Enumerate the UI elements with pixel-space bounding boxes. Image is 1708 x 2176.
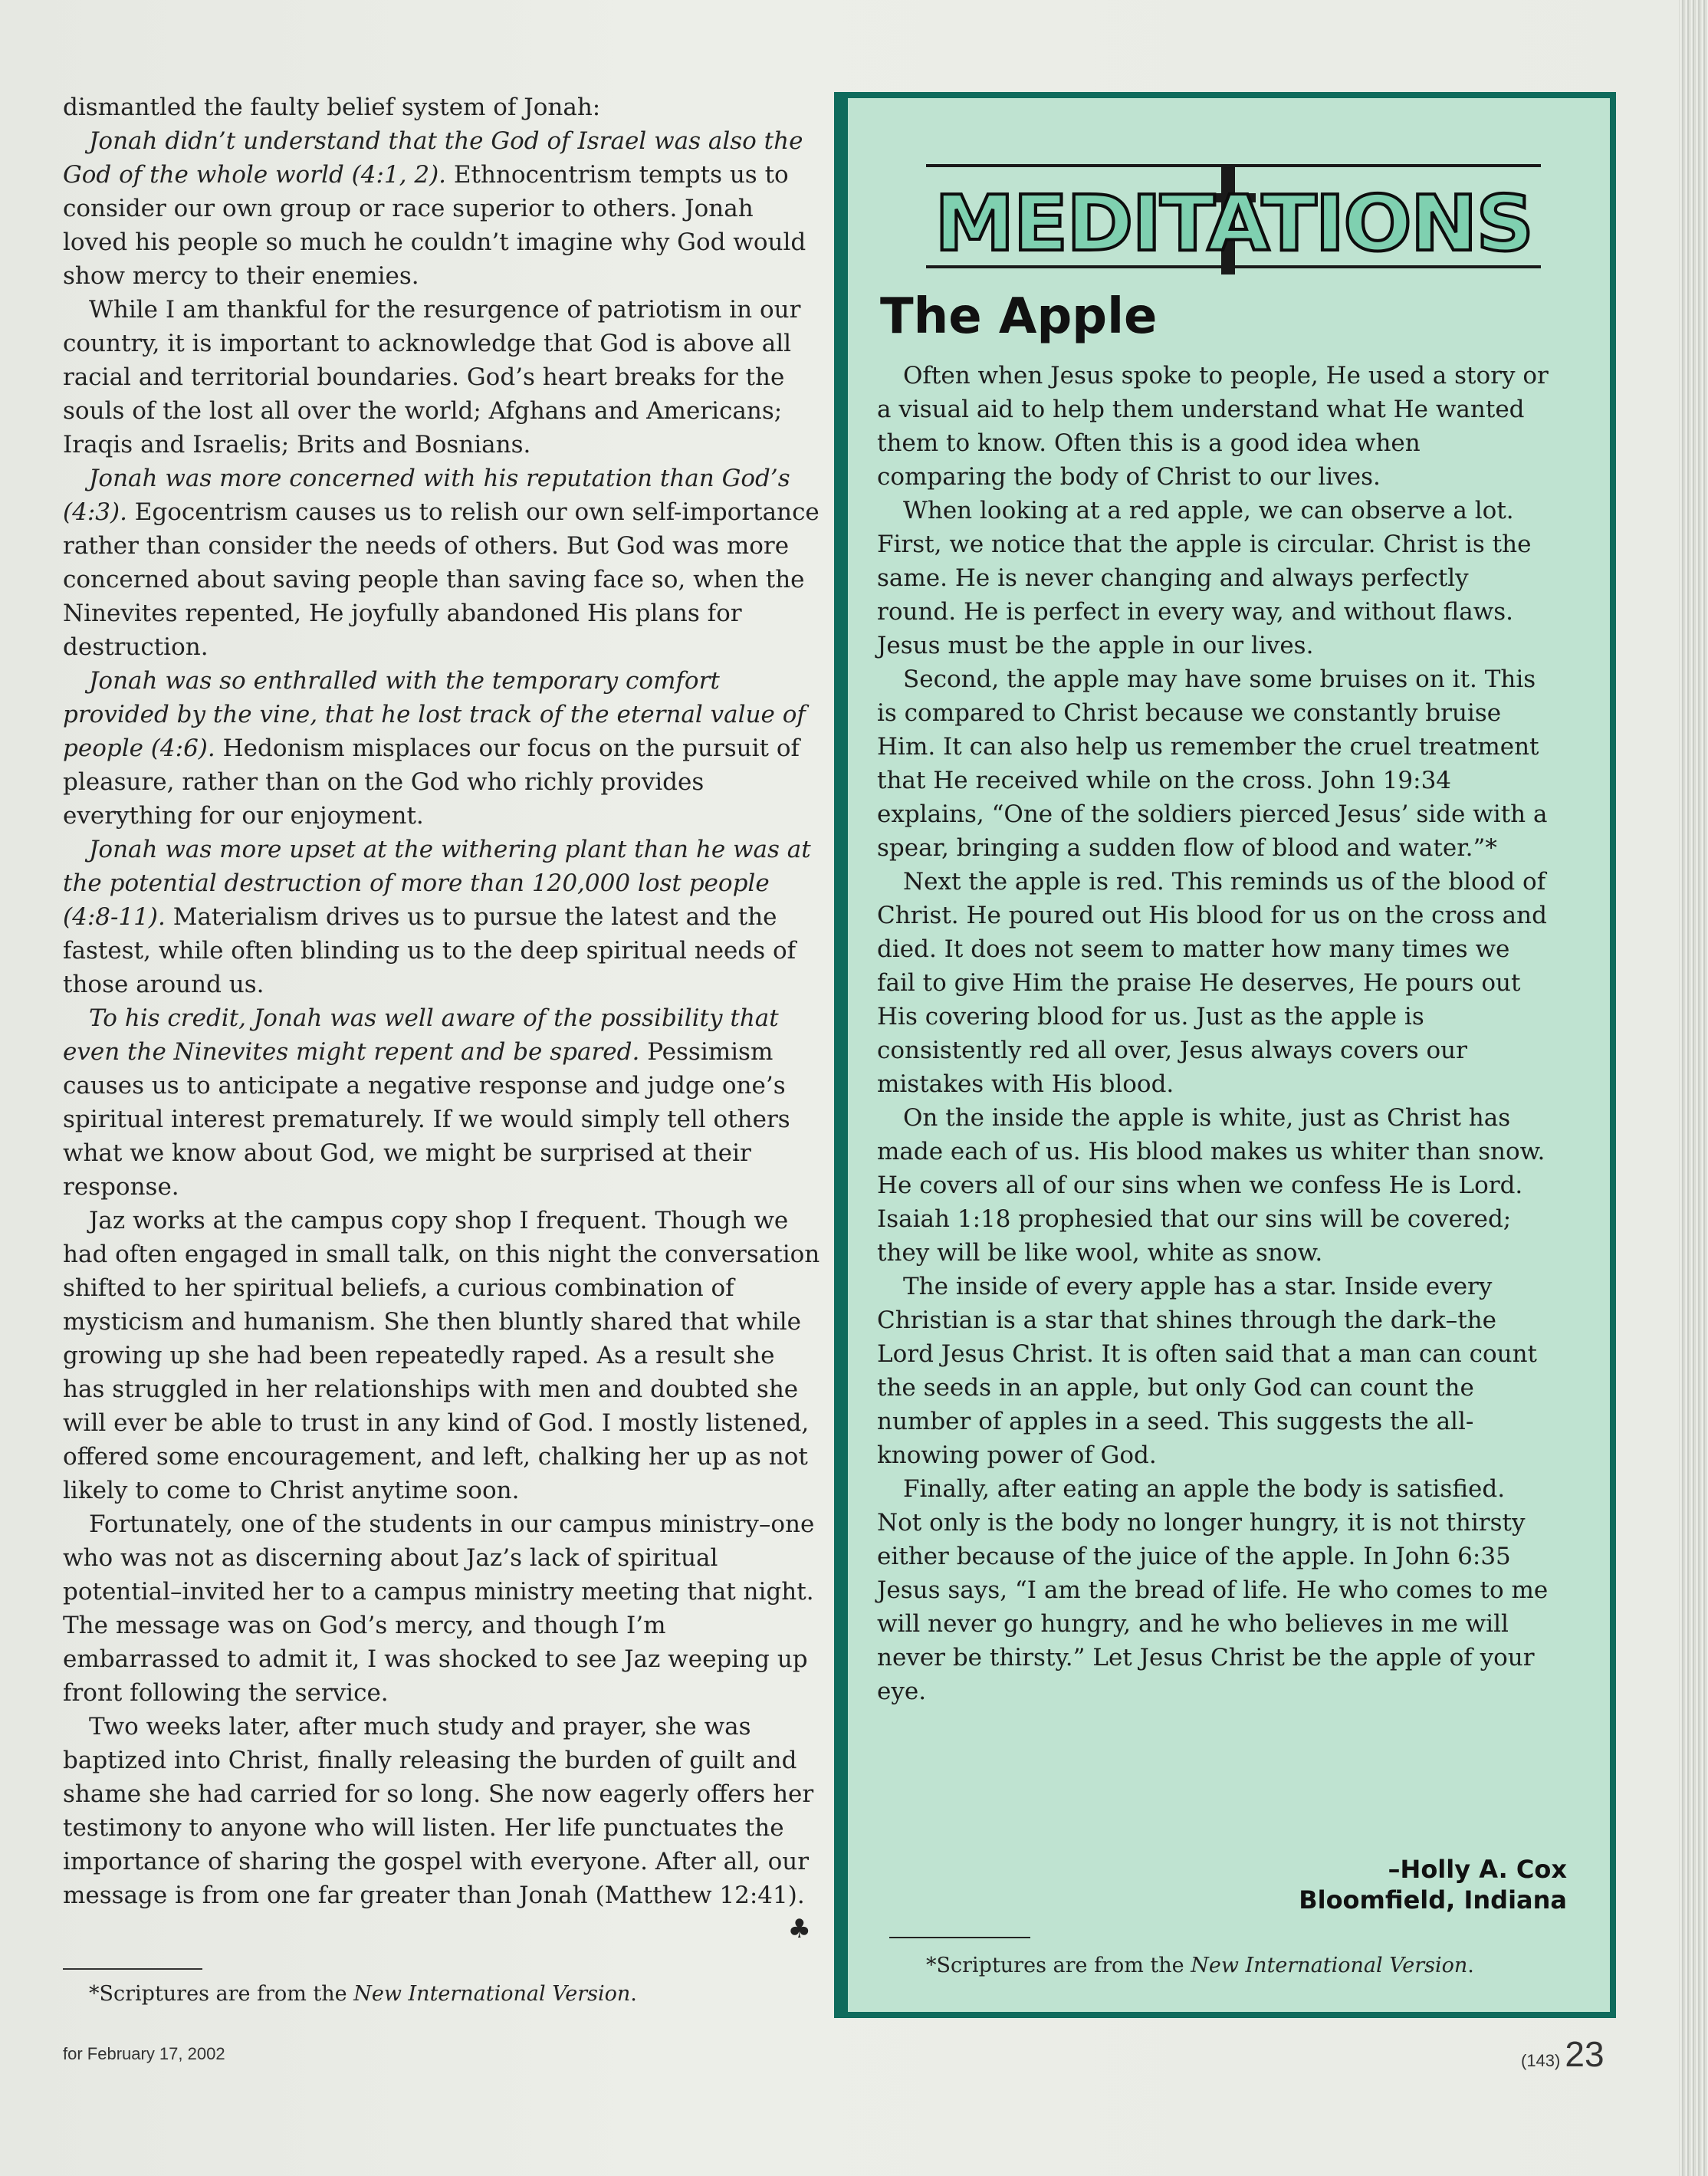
page-number: 23 [1565,2034,1605,2074]
issue-date: for February 17, 2002 [63,2044,225,2063]
article-paragraph: Fortunately, one of the students in our campus ministry–one who was not as discerning about Jaz’s lack of spiritual potential–invited her to a campus ministry meeting that night. The message was on God’s mercy, and though I’m embarrassed to admit it, I was shocked to see Jaz weeping up front following the service. [63,1510,815,1707]
end-mark-icon: ♣ [787,1914,811,1944]
article-paragraph: While I am thankful for the resurgence of patriotism in our country, it is important to acknowledge that God is above all racial and territorial boundaries. God’s heart breaks for the souls of the lost all over the world; Afghans and Americans; Iraqis and Israelis; Brits and Bosnians. [63,296,801,459]
article-body [63,90,822,1946]
article-paragraph: To his credit, Jonah was well aware of the possibility that even the Ninevites might repent and be spared. Pessimism causes us to anticipate a negative response and judge one’s spiritual interest prematurely. If we would simply tell others what we know about God, we might be surprised at their response. [63,1004,790,1201]
sidebar-paragraph: Second, the apple may have some bruises on it. This is compared to Christ because we constantly bruise Him. It can also help us remember the cruel treatment that He received while on the cross. John 19:34 explains, “One of the soldiers pierced Jesus’ side with a spear, bringing a sudden flow of blood and water.”* [877,666,1548,862]
sidebar-paragraph: The inside of every apple has a star. Inside every Christian is a star that shines through the dark–the Lord Jesus Christ. It is often said that a man can count the seeds in an apple, but only God can count the number of apples in a seed. This suggests the all-knowing power of God. [877,1273,1537,1469]
page-folio [1521,2033,1605,2075]
footnote-divider [63,1968,202,1970]
article-paragraph: Jonah was more concerned with his reputation than God’s (4:3). Egocentrism causes us to relish our own self-importance rather than consider the needs of others. But God was more concerned about saving people than saving face so, when the Ninevites repented, He joyfully abandoned His plans for destruction. [63,465,820,661]
masthead-logo [926,164,1541,274]
sidebar-paragraph: When looking at a red apple, we can observe a lot. First, we notice that the apple is circular. Christ is the same. He is never changing and always perfectly round. He is perfect in every way, and without flaws. Jesus must be the apple in our lives. [877,497,1532,659]
sidebar-paragraph: Next the apple is red. This reminds us of the blood of Christ. He poured out His blood for us on the cross and died. It does not seem to matter how many times we fail to give Him the praise He deserves, He pours out His covering blood for us. Just as the apple is consistently red all over, Jesus always covers our mistakes with His blood. [877,868,1547,1098]
sidebar-title: The Apple [880,288,1158,345]
meditations-sidebar [834,92,1616,2018]
meditations-masthead [926,164,1541,274]
article-paragraph: Jaz works at the campus copy shop I frequent. Though we had often engaged in small talk, on this night the conversation shifted to her spiritual beliefs, a curious combination of mysticism and humanism. She then bluntly shared that while growing up she had been repeatedly raped. As a result she has struggled in her relationships with men and doubted she will ever be able to trust in any kind of God. I mostly listened, offered some encouragement, and left, chalking her up as not likely to come to Christ anytime soon. [63,1207,820,1504]
author-name: –Holly A. Cox [1388,1855,1567,1884]
article-paragraph: dismantled the faulty belief system of Jonah: [63,94,601,121]
article-paragraph: Jonah was more upset at the withering plant than he was at the potential destruction of more than 120,000 lost people (4:8-11). Materialism drives us to pursue the latest and the fastest, while often blinding us to the deep spiritual needs of those around us. [63,836,811,998]
sidebar-body [877,359,1552,1708]
sidebar-paragraph: Often when Jesus spoke to people, He used a story or a visual aid to help them understand what He wanted them to know. Often this is a good idea when comparing the body of Christ to our lives. [877,362,1549,491]
masthead-title: MEDITATIONS [934,179,1532,268]
article-footnote: *Scriptures are from the New International Version. [89,1982,637,2006]
sidebar-footnote-divider [889,1937,1030,1938]
sidebar-footnote: *Scriptures are from the New International Version. [926,1954,1474,1977]
author-location: Bloomfield, Indiana [1299,1885,1567,1915]
issue-number: (143) [1521,2051,1561,2070]
sidebar-paragraph: Finally, after eating an apple the body is satisfied. Not only is the body no longer hungry, it is not thirsty either because of the juice of the apple. In John 6:35 Jesus says, “I am the bread of life. He who comes to me will never go hungry, and he who believes in me will never be thirsty.” Let Jesus Christ be the apple of your eye. [877,1475,1549,1705]
article-paragraph: Jonah was so enthralled with the temporary comfort provided by the vine, that he lost track of the eternal value of people (4:6). Hedonism misplaces our focus on the pursuit of pleasure, rather than on the God who richly provides everything for our enjoyment. [63,667,806,830]
author-byline [1299,1854,1567,1915]
article-paragraph: Two weeks later, after much study and prayer, she was baptized into Christ, finally releasing the burden of guilt and shame she had carried for so long. She now eagerly offers her testimony to anyone who will listen. Her life punctuates the importance of sharing the gospel with everyone. After all, our message is from one far greater than Jonah (Matthew 12:41). ♣ [63,1713,814,1944]
article-paragraph: Jonah didn’t understand that the God of Israel was also the God of the whole world (4:1, 2). Ethnocentrism tempts us to consider our own group or race superior to others. Jonah loved his people so much he couldn’t imagine why God would show mercy to their enemies. [63,127,806,290]
sidebar-paragraph: On the inside the apple is white, just as Christ has made each of us. His blood makes us whiter than snow. He covers all of our sins when we confess He is Lord. Isaiah 1:18 prophesied that our sins will be covered; they will be like wool, white as snow. [877,1104,1545,1267]
page-stack-edge [1679,0,1708,2176]
